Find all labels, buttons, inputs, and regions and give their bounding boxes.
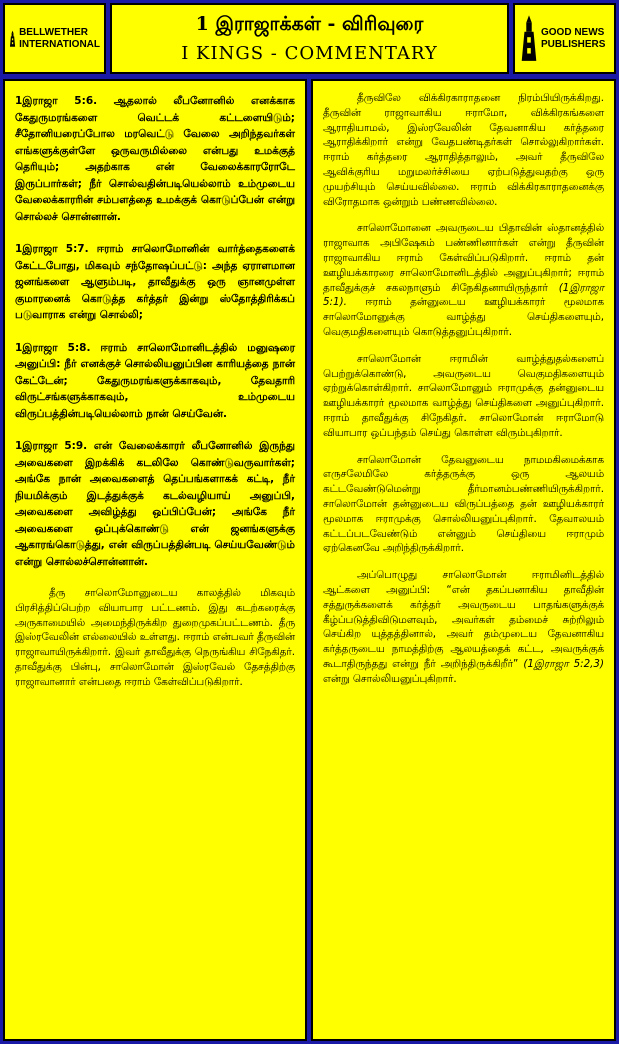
commentary-paragraph [323, 568, 604, 686]
logo-left-line2: INTERNATIONAL [19, 38, 100, 50]
bellwether-logo [3, 3, 106, 74]
right-column [311, 79, 616, 1041]
commentary-paragraph: தீருவிலே விக்கிரகாராதனை நிரம்பியிருக்கிறது. தீருவின் ராஜாவாகிய ஈராமோ, விக்கிரகங்களை ஆராதியாமல், இஸ்ரவேலின் தேவனாகிய கர்த்தரை ஆராதிக்கிறார் என்று வேதபண்டிதர்கள் சொல்லுகிறார்கள். ஈராம் கர்த்தரை ஆராதித்தாலும், அவர் தீருவிலே ஆவிக்குரிய மறுமலர்ச்சியை ஏற்படுத்துவதற்கு ஒரு முயற்சியும் செய்யவில்லை. ஈராம் விக்கிரகாராதனைக்கு விரோதமாக ஒன்றும் பண்ணவில்லை. [323, 92, 604, 208]
logo-right-line2: PUBLISHERS [541, 38, 606, 50]
verse-5-9: 1இராஜா 5:9. என் வேலைக்காரர் லீபனோனில் இருந்து அவைகளை இறக்கிக் கடலிலே கொண்டுவருவார்கள்; அங்கே நான் அவைகளைத் தெப்பங்களாகக் கட்டி, நீர் நியமிக்கும் இடத்துக்குக் கடல்வழியாய் அனுப்பி, அவைகளை அவிழ்த்து ஒப்பிப்பேன்; அங்கே நீர் அவைகளை ஒப்புக்கொண்டு என் ஜனங்களுக்கு ஆகாரங்கொடுத்து, என் விருப்பத்தின்படி செய்யவேண்டும் என்று சொல்லச்சொன்னான். [15, 440, 295, 568]
commentary-paragraph: சாலொமோன் ஈராமின் வாழ்த்துதல்களைப் பெற்றுக்கொண்டு, அவருடைய வெகுமதிகளையும் ஏற்றுக்கொள்கிறார். சாலொமோனும் ஈராமுக்கு தன்னுடைய ஊழியக்காரர் மூலமாக வாழ்த்து செய்திகளை அனுப்புகிறார். ஈராம் தாவீதுக்கு சிநேகிதர். சாலொமோன் ஈராமோடு வியாபார ஒப்பந்தம் செய்து கொள்ள விரும்புகிறார். [323, 352, 604, 439]
scripture-reference: (1இராஜா 5:2,3) [523, 657, 604, 670]
tower-icon [519, 13, 539, 65]
paragraph-text: சாலொமோனை அவருடைய பிதாவின் ஸ்தானத்தில் ராஜாவாக அபிஷேகம் பண்ணினார்கள் என்று தீருவின் ராஜாவாகிய ஈராம் கேள்விப்படுகிறார். ஈராம் தன் ஊழியக்காரரை சாலொமோனிடத்தில் அனுப்புகிறார்; ஈராம் தாவீதுக்குச் சகலநாளும் சிநேகிதனாயிருந்தார் [323, 222, 604, 294]
commentary-paragraph [323, 221, 604, 339]
commentary-paragraph: சாலொமோன் தேவனுடைய நாமமகிமைக்காக எருசலேமிலே கர்த்தருக்கு ஒரு ஆலயம் கட்டவேண்டுமென்று தீர்மானம்பண்ணியிருக்கிறார். சாலொமோன் தன்னுடைய விருப்பத்தை தன் ஊழியக்காரர் மூலமாக ஈராமுக்கு சொல்லியனுப்புகிறார். தேவாலயம் கட்டப்படவேண்டும் என்னும் செய்தியை ஈராமும் ஏற்கெனவே அறிந்திருக்கிறார். [323, 453, 604, 555]
verse-5-6: 1இராஜா 5:6. ஆதலால் லீபனோனில் எனக்காக கேதுருமரங்களை வெட்டக் கட்டளையிடும்; சீதோனியரைப்போல மரவெட்டு வேலை அறிந்தவர்கள் எங்களுக்குள்ளே ஒருவருமில்லை என்பது உமக்குத் தெரியும்; அதற்காக என் வேலைக்காரரோடே இருப்பார்கள்; நீர் சொல்வதின்படியெல்லாம் உம்முடைய வேலைக்காரரின் சம்பளத்தை உமக்குக் கொடுப்பேன் என்று சொல்லச் சொன்னான். [15, 95, 295, 223]
logo-left-line1: BELLWETHER [19, 26, 88, 38]
left-column [3, 79, 307, 1041]
tower-icon [9, 13, 16, 65]
good-news-logo [513, 3, 616, 74]
logo-right-line1: GOOD NEWS [541, 26, 605, 38]
commentary-paragraph: தீரு சாலொமோனுடைய காலத்தில் மிகவும் பிரசித்திப்பெற்ற வியாபார பட்டணம். இது கடற்கரைக்கு அருகாமையில் அமைந்திருக்கிற துறைமுகப்பட்டணம். தீரு இஸ்ரவேலின் எல்லையில் உள்ளது. ஈராம் என்பவர் தீருவின் ராஜாவாயிருக்கிறார். இவர் தாவீதுக்கு நெருங்கிய சிநேகிதர். தாவீதுக்கு பின்பு, சாலொமோன் இஸ்ரவேல் தேசத்திற்கு ராஜாவானார் என்பதை ஈராம் கேள்விப்படுகிறார். [15, 587, 295, 688]
scripture-reference: (1இராஜா 5:1). [323, 281, 604, 309]
title-tamil: 1 இராஜாக்கள் - விரிவுரை [195, 13, 424, 35]
paragraph-text: என்று சொல்லியனுப்புகிறார். [323, 672, 457, 685]
verse-5-7: 1இராஜா 5:7. ஈராம் சாலொமோனின் வார்த்தைகளைக் கேட்டபோது, மிகவும் சந்தோஷப்பட்டு: அந்த ஏராளமான ஜனங்களை ஆளும்படி, தாவீதுக்கு ஒரு ஞானமுள்ள குமாரனைக் கொடுத்த கர்த்தர் இன்று ஸ்தோத்திரிக்கப் படுவாராக என்று சொல்லி; [15, 243, 295, 321]
paragraph-text: ஈராம் தன்னுடைய ஊழியக்காரர் மூலமாக சாலொமோனுக்கு வாழ்த்து செய்திகளையும், வெகுமதிகளையும் கொடுத்தனுப்புகிறார். [323, 296, 604, 338]
page-header [110, 3, 509, 74]
verse-5-8: 1இராஜா 5:8. ஈராம் சாலொமோனிடத்தில் மனுஷரை அனுப்பி: நீர் எனக்குச் சொல்லியனுப்பின காரியத்தை நான் கேட்டேன்; கேதுருமரங்களுக்காகவும், தேவதாரி விருட்சங்களுக்காகவும், உம்முடைய விருப்பத்தின்படியெல்லாம் நான் செய்வேன். [15, 341, 295, 420]
title-english: I KINGS - COMMENTARY [181, 43, 438, 64]
paragraph-text: அப்பொழுது சாலொமோன் ஈராமினிடத்தில் ஆட்களை அனுப்பி: “என் தகப்பனாகிய தாவீதின் சத்துருக்களைக் கர்த்தர் அவருடைய பாதங்களுக்குக் கீழ்ப்படுத்திவிடுமளவும், அவர்கள் தம்மைச் சுற்றிலும் செய்கிற யுத்தத்தினால், அவர் தம்முடைய தேவனாகிய கர்த்தருடைய நாமத்திற்கு ஆலயத்தைக் கட்ட, அவருக்குக் கூடாதிருந்தது என்று நீர் அறிந்திருக்கிறீர்” [323, 569, 604, 670]
